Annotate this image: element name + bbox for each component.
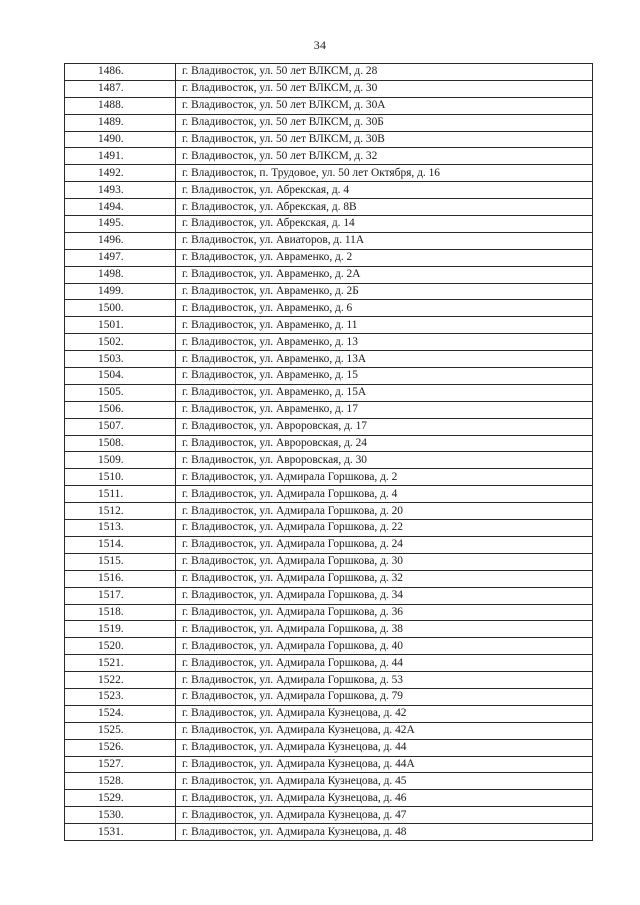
row-number: 1488. (65, 97, 176, 114)
row-number: 1510. (65, 469, 176, 486)
address-table-body (65, 64, 593, 841)
table-row (65, 756, 593, 773)
table-row (65, 199, 593, 216)
row-address: г. Владивосток, ул. Авраменко, д. 13 (176, 334, 593, 351)
row-address: г. Владивосток, ул. Адмирала Горшкова, д. 30 (176, 553, 593, 570)
row-number: 1503. (65, 351, 176, 368)
row-number: 1486. (65, 64, 176, 81)
row-number: 1524. (65, 705, 176, 722)
row-address: г. Владивосток, ул. 50 лет ВЛКСМ, д. 30 (176, 80, 593, 97)
table-row (65, 452, 593, 469)
row-address: г. Владивосток, п. Трудовое, ул. 50 лет Октября, д. 16 (176, 165, 593, 182)
row-number: 1493. (65, 182, 176, 199)
row-address: г. Владивосток, ул. Авроровская, д. 17 (176, 418, 593, 435)
row-address: г. Владивосток, ул. Адмирала Кузнецова, д. 47 (176, 807, 593, 824)
row-number: 1507. (65, 418, 176, 435)
table-row (65, 435, 593, 452)
row-number: 1516. (65, 570, 176, 587)
row-address: г. Владивосток, ул. Авраменко, д. 2А (176, 266, 593, 283)
row-address: г. Владивосток, ул. Адмирала Кузнецова, д. 46 (176, 790, 593, 807)
table-row (65, 334, 593, 351)
table-row (65, 807, 593, 824)
row-number: 1511. (65, 486, 176, 503)
row-address: г. Владивосток, ул. 50 лет ВЛКСМ, д. 30А (176, 97, 593, 114)
row-address: г. Владивосток, ул. Адмирала Горшкова, д. 53 (176, 672, 593, 689)
table-row (65, 351, 593, 368)
row-number: 1496. (65, 232, 176, 249)
table-row (65, 486, 593, 503)
row-address: г. Владивосток, ул. Авраменко, д. 2Б (176, 283, 593, 300)
row-address: г. Владивосток, ул. Адмирала Кузнецова, д. 44 (176, 739, 593, 756)
table-row (65, 182, 593, 199)
table-row (65, 503, 593, 520)
row-number: 1502. (65, 334, 176, 351)
row-number: 1521. (65, 655, 176, 672)
table-row (65, 469, 593, 486)
table-row (65, 418, 593, 435)
row-address: г. Владивосток, ул. Адмирала Кузнецова, д. 48 (176, 824, 593, 841)
row-number: 1519. (65, 621, 176, 638)
row-number: 1523. (65, 688, 176, 705)
table-row (65, 520, 593, 537)
row-address: г. Владивосток, ул. Авраменко, д. 17 (176, 401, 593, 418)
row-number: 1512. (65, 503, 176, 520)
row-number: 1495. (65, 216, 176, 233)
row-number: 1528. (65, 773, 176, 790)
row-address: г. Владивосток, ул. Авроровская, д. 30 (176, 452, 593, 469)
table-row (65, 655, 593, 672)
row-address: г. Владивосток, ул. Адмирала Горшкова, д. 20 (176, 503, 593, 520)
row-number: 1505. (65, 384, 176, 401)
row-number: 1522. (65, 672, 176, 689)
address-table (64, 63, 593, 841)
row-number: 1497. (65, 249, 176, 266)
row-address: г. Владивосток, ул. Адмирала Кузнецова, д. 45 (176, 773, 593, 790)
row-number: 1530. (65, 807, 176, 824)
row-address: г. Владивосток, ул. Адмирала Горшкова, д. 32 (176, 570, 593, 587)
row-number: 1489. (65, 114, 176, 131)
table-row (65, 570, 593, 587)
row-address: г. Владивосток, ул. 50 лет ВЛКСМ, д. 28 (176, 64, 593, 81)
table-row (65, 64, 593, 81)
row-number: 1513. (65, 520, 176, 537)
row-address: г. Владивосток, ул. Авраменко, д. 13А (176, 351, 593, 368)
table-row (65, 401, 593, 418)
table-row (65, 722, 593, 739)
table-row (65, 384, 593, 401)
page-number: 34 (313, 38, 327, 52)
table-row (65, 705, 593, 722)
table-row (65, 824, 593, 841)
row-address: г. Владивосток, ул. Авиаторов, д. 11А (176, 232, 593, 249)
table-row (65, 739, 593, 756)
row-address: г. Владивосток, ул. Авраменко, д. 15 (176, 368, 593, 385)
row-number: 1498. (65, 266, 176, 283)
row-address: г. Владивосток, ул. Авраменко, д. 15А (176, 384, 593, 401)
row-number: 1491. (65, 148, 176, 165)
row-number: 1517. (65, 587, 176, 604)
row-address: г. Владивосток, ул. Абрекская, д. 4 (176, 182, 593, 199)
row-address: г. Владивосток, ул. Адмирала Горшкова, д. 40 (176, 638, 593, 655)
row-address: г. Владивосток, ул. Авраменко, д. 11 (176, 317, 593, 334)
row-address: г. Владивосток, ул. Адмирала Горшкова, д. 79 (176, 688, 593, 705)
row-number: 1515. (65, 553, 176, 570)
row-address: г. Владивосток, ул. Авраменко, д. 6 (176, 300, 593, 317)
row-address: г. Владивосток, ул. 50 лет ВЛКСМ, д. 30В (176, 131, 593, 148)
table-row (65, 131, 593, 148)
row-number: 1526. (65, 739, 176, 756)
table-row (65, 621, 593, 638)
row-address: г. Владивосток, ул. Адмирала Кузнецова, д. 42А (176, 722, 593, 739)
row-number: 1490. (65, 131, 176, 148)
row-address: г. Владивосток, ул. Абрекская, д. 8В (176, 199, 593, 216)
table-row (65, 97, 593, 114)
table-row (65, 232, 593, 249)
row-address: г. Владивосток, ул. Адмирала Горшкова, д. 36 (176, 604, 593, 621)
table-row (65, 80, 593, 97)
table-row (65, 148, 593, 165)
row-number: 1514. (65, 536, 176, 553)
table-row (65, 604, 593, 621)
row-number: 1509. (65, 452, 176, 469)
row-number: 1520. (65, 638, 176, 655)
row-number: 1492. (65, 165, 176, 182)
table-row (65, 114, 593, 131)
table-row (65, 638, 593, 655)
row-address: г. Владивосток, ул. Адмирала Кузнецова, д. 44А (176, 756, 593, 773)
row-address: г. Владивосток, ул. Адмирала Горшкова, д. 4 (176, 486, 593, 503)
table-row (65, 587, 593, 604)
table-row (65, 368, 593, 385)
row-address: г. Владивосток, ул. Авроровская, д. 24 (176, 435, 593, 452)
table-row (65, 536, 593, 553)
table-row (65, 688, 593, 705)
row-number: 1529. (65, 790, 176, 807)
row-address: г. Владивосток, ул. 50 лет ВЛКСМ, д. 32 (176, 148, 593, 165)
row-number: 1531. (65, 824, 176, 841)
row-number: 1501. (65, 317, 176, 334)
row-number: 1506. (65, 401, 176, 418)
row-number: 1499. (65, 283, 176, 300)
row-number: 1487. (65, 80, 176, 97)
table-row (65, 790, 593, 807)
row-address: г. Владивосток, ул. Адмирала Кузнецова, д. 42 (176, 705, 593, 722)
row-address: г. Владивосток, ул. Абрекская, д. 14 (176, 216, 593, 233)
row-number: 1525. (65, 722, 176, 739)
row-number: 1494. (65, 199, 176, 216)
table-row (65, 216, 593, 233)
table-row (65, 283, 593, 300)
row-address: г. Владивосток, ул. Адмирала Горшкова, д. 34 (176, 587, 593, 604)
table-row (65, 165, 593, 182)
table-row (65, 317, 593, 334)
row-address: г. Владивосток, ул. Адмирала Горшкова, д. 38 (176, 621, 593, 638)
row-address: г. Владивосток, ул. Адмирала Горшкова, д. 24 (176, 536, 593, 553)
table-row (65, 266, 593, 283)
table-row (65, 553, 593, 570)
row-number: 1504. (65, 368, 176, 385)
row-address: г. Владивосток, ул. Адмирала Горшкова, д. 44 (176, 655, 593, 672)
row-address: г. Владивосток, ул. Авраменко, д. 2 (176, 249, 593, 266)
row-number: 1500. (65, 300, 176, 317)
table-row (65, 672, 593, 689)
row-number: 1518. (65, 604, 176, 621)
table-row (65, 249, 593, 266)
row-address: г. Владивосток, ул. Адмирала Горшкова, д. 22 (176, 520, 593, 537)
row-number: 1527. (65, 756, 176, 773)
table-row (65, 300, 593, 317)
row-number: 1508. (65, 435, 176, 452)
row-address: г. Владивосток, ул. 50 лет ВЛКСМ, д. 30Б (176, 114, 593, 131)
table-row (65, 773, 593, 790)
row-address: г. Владивосток, ул. Адмирала Горшкова, д. 2 (176, 469, 593, 486)
